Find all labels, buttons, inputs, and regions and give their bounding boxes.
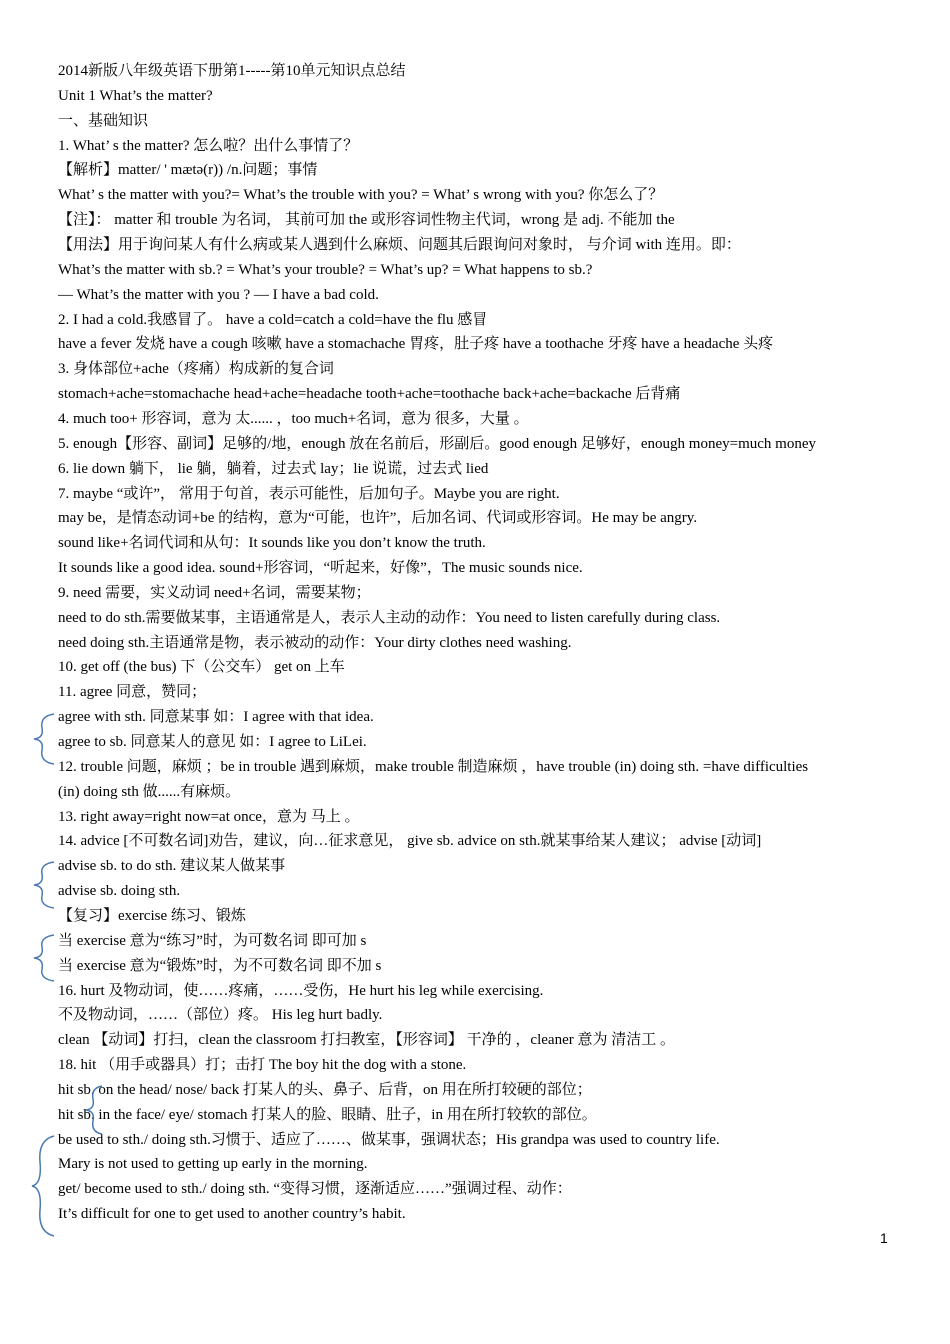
text-line: 12. trouble 问题，麻烦 ；be in trouble 遇到麻烦，make trouble 制造麻烦 ，have trouble (in) doing sth. =have difficulties bbox=[58, 758, 809, 775]
text-line: get/ become used to sth./ doing sth. “变得习惯，逐渐适应……”强调过程、动作： bbox=[58, 1181, 572, 1198]
text-line: advise sb. doing sth. bbox=[58, 883, 181, 900]
text-line: 【解析】matter/ ' mætə(r)) /n.问题；事情 bbox=[58, 162, 318, 179]
text-line: 【注】： matter 和 trouble 为名词， 其前可加 the 或形容词性物主代词，wrong 是 adj. 不能加 the bbox=[58, 212, 675, 229]
text-line: 2014新版八年级英语下册第1-----第10单元知识点总结 bbox=[58, 63, 406, 79]
text-line: — What’s the matter with you ? — I have a bad cold. bbox=[58, 286, 379, 303]
brace-agree bbox=[32, 712, 58, 766]
text-line: advise sb. to do sth. 建议某人做某事 bbox=[58, 858, 286, 875]
text-line: 6. lie down 躺下， lie 躺，躺着，过去式 lay；lie 说谎，过去式 lied bbox=[58, 460, 489, 477]
text-line: 1. What’ s the matter? 怎么啦？出什么事情了？ bbox=[58, 137, 359, 154]
brace-hit bbox=[84, 1084, 106, 1136]
text-line: 当 exercise 意为“锻炼”时，为不可数名词 即不加 s bbox=[58, 957, 382, 974]
text-line: agree with sth. 同意某事 如：I agree with that idea. bbox=[58, 709, 374, 726]
text-line: stomach+ache=stomachache head+ache=headache tooth+ache=toothache back+ache=backache 后背痛 bbox=[58, 386, 681, 403]
text-line: 3. 身体部位+ache（疼痛）构成新的复合词 bbox=[58, 361, 334, 378]
brace-exercise bbox=[32, 933, 58, 983]
text-line: 10. get off (the bus) 下（公交车） get on 上车 bbox=[58, 659, 345, 676]
brace-advise bbox=[32, 860, 58, 910]
text-line: sound like+名词代词和从句：It sounds like you don’t know the truth. bbox=[58, 535, 486, 552]
text-line: hit sb. in the face/ eye/ stomach 打某人的脸、眼睛、肚子，in 用在所打较软的部位。 bbox=[58, 1106, 597, 1123]
text-line: 16. hurt 及物动词，使……疼痛，……受伤，He hurt his leg while exercising. bbox=[58, 982, 544, 999]
text-line: 不及物动词，……（部位）疼。 His leg hurt badly. bbox=[58, 1007, 383, 1024]
text-line: 【用法】用于询问某人有什么病或某人遇到什么麻烦、问题其后跟询问对象时， 与介词 with 连用。即： bbox=[58, 237, 741, 253]
text-line: 14. advice [不可数名词]劝告，建议，向…征求意见， give sb. advice on sth.就某事给某人建议； advise [动词] bbox=[58, 833, 762, 850]
text-line: 4. much too+ 形容词，意为 太...... ，too much+名词，意为 很多，大量 。 bbox=[58, 410, 529, 427]
brace-used-to bbox=[30, 1134, 58, 1238]
text-line: need doing sth.主语通常是物，表示被动的动作：Your dirty clothes need washing. bbox=[58, 634, 572, 651]
text-line: (in) doing sth 做......有麻烦。 bbox=[58, 783, 241, 800]
text-line: 5. enough【形容、副词】足够的/地，enough 放在名前后，形副后。good enough 足够好，enough money=much money bbox=[58, 435, 816, 452]
text-line: It’s difficult for one to get used to another country’s habit. bbox=[58, 1206, 406, 1223]
text-line: 11. agree 同意，赞同； bbox=[58, 684, 207, 701]
text-line: What’ s the matter with you?= What’s the trouble with you? = What’ s wrong with you? 你怎么了？ bbox=[58, 187, 664, 204]
text-line: be used to sth./ doing sth.习惯于、适应了……、做某事，强调状态；His grandpa was used to country life. bbox=[58, 1131, 720, 1148]
text-line: need to do sth.需要做某事，主语通常是人，表示人主动的动作：You need to listen carefully during class. bbox=[58, 609, 721, 626]
text-line: clean 【动词】打扫，clean the classroom 打扫教室，【形容词】 干净的 ，cleaner 意为 清洁工 。 bbox=[58, 1032, 675, 1049]
text-line: 18. hit （用手或器具）打；击打 The boy hit the dog with a stone. bbox=[58, 1057, 467, 1073]
text-line: 2. I had a cold.我感冒了。 have a cold=catch a cold=have the flu 感冒 bbox=[58, 311, 488, 328]
text-line: agree to sb. 同意某人的意见 如：I agree to LiLei. bbox=[58, 734, 367, 750]
text-line: Unit 1 What’s the matter? bbox=[58, 87, 213, 104]
text-line: 13. right away=right now=at once，意为 马上 。 bbox=[58, 808, 360, 825]
text-line: 9. need 需要，实义动词 need+名词，需要某物； bbox=[58, 584, 371, 601]
text-line: 一、基础知识 bbox=[58, 112, 149, 129]
text-line: hit sb. on the head/ nose/ back 打某人的头、鼻子、后背，on 用在所打较硬的部位； bbox=[58, 1081, 592, 1098]
text-line: have a fever 发烧 have a cough 咳嗽 have a stomachache 胃疼，肚子疼 have a toothache 牙疼 have a headache 头疼 bbox=[58, 336, 774, 353]
text-line: Mary is not used to getting up early in the morning. bbox=[58, 1156, 368, 1173]
text-line: What’s the matter with sb.? = What’s your trouble? = What’s up? = What happens to sb.? bbox=[58, 261, 593, 278]
text-line: 当 exercise 意为“练习”时，为可数名词 即可加 s bbox=[58, 932, 367, 949]
text-line: It sounds like a good idea. sound+形容词，“听起来，好像”，The music sounds nice. bbox=[58, 560, 583, 576]
text-line: 7. maybe “或许”， 常用于句首，表示可能性，后加句子。Maybe you are right. bbox=[58, 485, 560, 502]
text-line: 【复习】exercise 练习、锻炼 bbox=[58, 907, 246, 924]
page-number: 1 bbox=[880, 1230, 888, 1246]
text-line: may be，是情态动词+be 的结构，意为“可能，也许”，后加名词、代词或形容词。He may be angry. bbox=[58, 510, 698, 527]
